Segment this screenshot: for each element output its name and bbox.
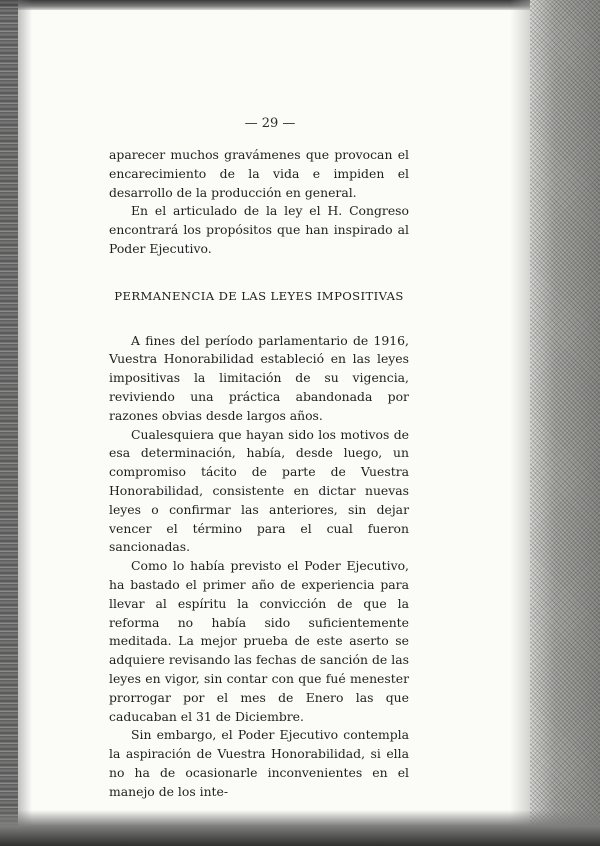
page-number: — 29 — [244,116,296,131]
bottom-scan-border [0,810,600,846]
page-text [109,146,409,802]
body-paragraph-4: Sin embargo, el Poder Ejecutivo contempla la aspiración de Vuestra Honorabilidad, si ella no ha de ocasionarle inconvenientes en el manejo de los inte- [109,727,409,799]
right-page-edge [530,0,600,846]
body-paragraph-3: Como lo había previsto el Poder Ejecutivo, ha bastado el primer año de experiencia para llevar al espíritu la convicción de que la reforma no había sido suficientemente meditada. La mejor prueba de este aserto se adquiere revisando las fechas de sanción de las leyes en vigor, sin contar con que fué menester prorrogar por el mes de Enero las que caducaban el 31 de Diciembre. [109,558,409,724]
section-heading: PERMANENCIA DE LAS LEYES IMPOSITIVAS [114,288,404,303]
intro-paragraph-1: aparecer muchos gravámenes que provocan el encarecimiento de la vida e impiden el desarrollo de la producción en general. [109,147,409,200]
body-paragraph-1: A fines del período parlamentario de 1916, Vuestra Honorabilidad estableció en las leyes impositivas la limitación de su vigencia, reviviendo una práctica abandonada por razones obvias desde largos años. [109,332,409,423]
intro-paragraph-2: En el articulado de la ley el H. Congreso encontrará los propósitos que han inspirado al Poder Ejecutivo. [109,203,409,256]
body-paragraph-2: Cualesquiera que hayan sido los motivos de esa determinación, había, desde luego, un compromiso tácito de parte de Vuestra Honorabilidad, consistente en dictar nuevas leyes o confirmar las anteriores, sin dejar vencer el término para el cual fueron sancionadas. [109,426,409,555]
